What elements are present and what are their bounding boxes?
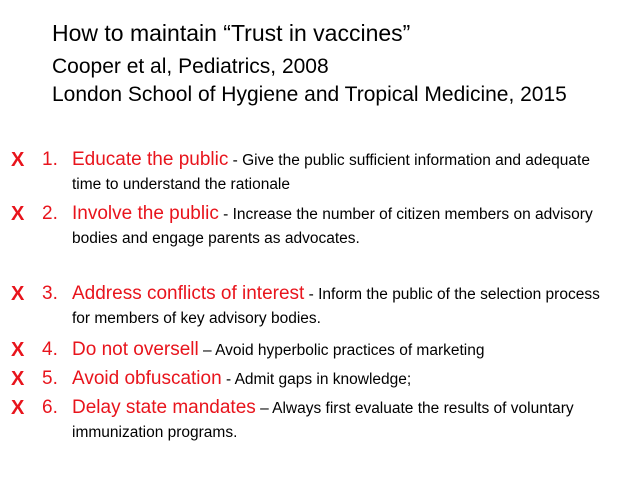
- item-description: - Increase the number of citizen members on advisory bodies and engage parents as advocates.: [72, 206, 593, 247]
- x-mark-icon: X: [11, 149, 25, 171]
- item-text: [72, 367, 617, 392]
- item-heading: Do not oversell: [72, 339, 199, 360]
- item-number: 6.: [42, 397, 58, 418]
- item-description: – Avoid hyperbolic practices of marketing: [198, 342, 485, 359]
- item-heading: Address conflicts of interest: [72, 283, 305, 304]
- item-number: 2.: [42, 203, 58, 224]
- citation-cooper: Cooper et al, Pediatrics, 2008: [52, 55, 329, 78]
- item-text: [72, 202, 617, 251]
- item-text: [72, 282, 617, 331]
- item-description: – Always first evaluate the results of voluntary immunization programs.: [72, 400, 574, 441]
- item-text: [72, 338, 617, 363]
- x-mark-icon: X: [11, 397, 25, 419]
- item-text: [72, 396, 617, 445]
- item-text: [72, 148, 617, 197]
- item-heading: Avoid obfuscation: [72, 368, 222, 389]
- item-description: - Admit gaps in knowledge;: [221, 371, 412, 388]
- item-heading: Educate the public: [72, 149, 229, 170]
- item-number: 5.: [42, 368, 58, 389]
- item-description: - Inform the public of the selection process for members of key advisory bodies.: [72, 286, 600, 327]
- slide-title: How to maintain “Trust in vaccines”: [52, 20, 411, 46]
- item-number: 3.: [42, 283, 58, 304]
- x-mark-icon: X: [11, 203, 25, 225]
- item-number: 4.: [42, 339, 58, 360]
- item-description: - Give the public sufficient information and adequate time to understand the rationale: [72, 152, 590, 193]
- x-mark-icon: X: [11, 339, 25, 361]
- citation-lshtm: London School of Hygiene and Tropical Medicine, 2015: [52, 83, 567, 106]
- item-heading: Involve the public: [72, 203, 219, 224]
- x-mark-icon: X: [11, 368, 25, 390]
- item-heading: Delay state mandates: [72, 397, 256, 418]
- x-mark-icon: X: [11, 283, 25, 305]
- item-number: 1.: [42, 149, 58, 170]
